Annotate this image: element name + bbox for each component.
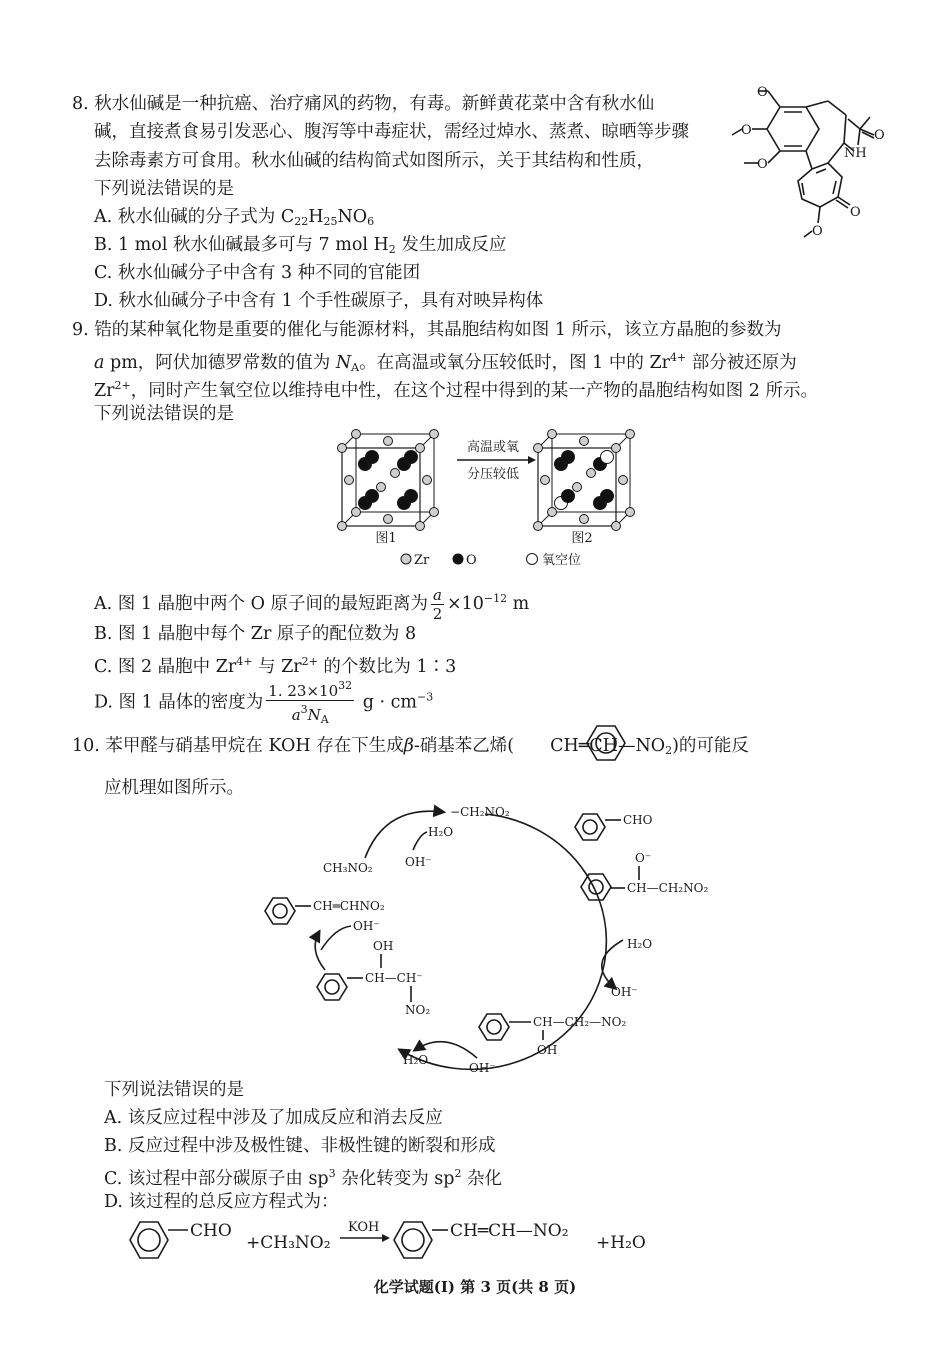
water-label-3: H₂O — [403, 1053, 429, 1067]
hydroxide-1: OH⁻ — [405, 855, 432, 869]
nitrostyrene-chain: CH═CHNO₂ — [313, 899, 385, 913]
cell1-zr-atom-7 — [430, 508, 439, 517]
amide-o-label: O — [874, 128, 885, 143]
eq-koh: KOH — [348, 1220, 380, 1235]
cell2-zr-atom-12 — [541, 476, 550, 485]
cell1-oxygen-1 — [366, 451, 379, 464]
hydroxide-4: OH⁻ — [353, 919, 380, 933]
eq-water: +H₂O — [596, 1233, 646, 1253]
cell1-zr-atom-4 — [416, 444, 425, 453]
cell2-oxygen-7 — [601, 490, 614, 503]
colchicine-structure — [720, 85, 900, 245]
hydroxide-2: OH⁻ — [611, 985, 638, 999]
crystal-cells-figure — [330, 428, 650, 578]
q9-stem-line3: $Zr^{2+}$，同时产生氧空位以维持电中性，在这个过程中得到的某一产物的晶胞结构如图 2 所示。 — [94, 379, 819, 401]
arrow-label-bottom: 分压较低 — [466, 467, 520, 482]
cell2-zr-atom-1 — [548, 430, 557, 439]
cell1-zr-atom-10 — [384, 437, 393, 446]
methoxy-o-2: O — [741, 123, 752, 138]
cell1-zr-atom-13 — [423, 476, 432, 485]
benzaldehyde-cho: CHO — [623, 813, 653, 827]
nitroalcohol-chain: CH—CH₂—NO₂ — [533, 1015, 627, 1029]
eq-nitrostyrene-chain: CH═CH—NO₂ — [450, 1221, 569, 1241]
q10-option-c: C. 该过程中部分碳原子由 $sp^3$ 杂化转变为 $sp^2$ 杂化 — [104, 1167, 503, 1189]
ketone-o-label: O — [850, 205, 861, 220]
methoxy-o-3: O — [757, 157, 768, 172]
q8-option-c: C. 秋水仙碱分子中含有 3 种不同的官能团 — [94, 263, 421, 283]
methoxy-o-4: O — [812, 224, 823, 239]
q8-option-d: D. 秋水仙碱分子中含有 1 个手性碳原子，具有对映异构体 — [94, 291, 544, 311]
nh-label: NH — [844, 146, 867, 161]
eq-cho: CHO — [190, 1221, 232, 1241]
cell1-zr-atom-0 — [338, 444, 347, 453]
q9-option-b: B. 图 1 晶胞中每个 Zr 原子的配位数为 8 — [94, 624, 417, 644]
q9-stem-line1: 9. 锆的某种氧化物是重要的催化与能源材料，其晶胞结构如图 1 所示，该立方晶胞的参数为 — [72, 320, 782, 340]
q10-stem-line2: 应机理如图所示。 — [104, 778, 244, 798]
cell2-zr-atom-0 — [534, 444, 543, 453]
eq-nitromethane: +CH₃NO₂ — [246, 1233, 331, 1253]
cell2-oxygen-1 — [562, 451, 575, 464]
q9-option-d: D. 图 1 晶体的密度为 $\frac{1. 23\times 10^{32}}{a^3N_A}$ $g \cdot cm^{-3}$ — [94, 679, 434, 726]
fig1-caption: 图1 — [375, 531, 397, 546]
q8-stem-line4: 下列说法错误的是 — [94, 179, 234, 199]
q8-option-a: A. 秋水仙碱的分子式为 $C_{22}H_{25}NO_6$ — [94, 207, 375, 228]
cell1-zr-atom-8 — [377, 483, 386, 492]
cell1-zr-atom-9 — [391, 469, 400, 478]
cell1-oxygen-7 — [405, 490, 418, 503]
nitroalcohol-oh: OH — [537, 1043, 558, 1057]
cell1-oxygen-5 — [405, 451, 418, 464]
q8-stem-line1: 8. 秋水仙碱是一种抗癌、治疗痛风的药物，有毒。新鲜黄花菜中含有秋水仙 — [72, 94, 655, 114]
q9-stem-line2: a pm，阿伏加德罗常数的值为 $N_A$。在高温或氧分压较低时，图 1 中的 $Zr^{4+}$ 部分被还原为 — [94, 351, 797, 374]
alkoxide-chain: CH—CH₂NO₂ — [627, 881, 709, 895]
cell2-zr-atom-4 — [612, 444, 621, 453]
reaction-mechanism — [255, 800, 725, 1080]
methoxy-o-1: O — [757, 85, 768, 100]
nitromethane: CH₃NO₂ — [323, 861, 373, 875]
cell2-zr-atom-5 — [626, 430, 635, 439]
cell1-zr-atom-6 — [416, 522, 425, 531]
arrow-label-top: 高温或氧 — [466, 440, 520, 455]
overall-equation — [126, 1214, 686, 1266]
legend-o: O — [466, 553, 477, 568]
cell2-zr-atom-8 — [573, 483, 582, 492]
q9-option-a: A. 图 1 晶胞中两个 O 原子间的最短距离为 $\frac{a}{2}$ $\times 10^{-12}$ m — [94, 586, 530, 623]
cell1-zr-atom-11 — [384, 515, 393, 524]
q8-stem-line2: 碱，直接煮食易引发恶心、腹泻等中毒症状，需经过焯水、蒸煮、晾晒等步骤 — [94, 122, 689, 142]
nitrostyrene-benzene-ring — [583, 722, 633, 766]
q10-prompt: 下列说法错误的是 — [104, 1080, 244, 1100]
cell1-zr-atom-3 — [352, 508, 361, 517]
cell1-zr-atom-2 — [338, 522, 347, 531]
water-label-2: H₂O — [627, 937, 653, 951]
cell1-oxygen-3 — [366, 490, 379, 503]
nitromethyl-anion: −CH₂NO₂ — [450, 805, 510, 819]
cell2-zr-atom-7 — [626, 508, 635, 517]
cell1-zr-atom-12 — [345, 476, 354, 485]
cell2-zr-atom-3 — [548, 508, 557, 517]
q8-stem-line3: 去除毒素方可食用。秋水仙碱的结构简式如图所示，关于其结构和性质， — [94, 151, 654, 171]
cell2-zr-atom-9 — [587, 469, 596, 478]
cell1-zr-atom-5 — [430, 430, 439, 439]
cell2-zr-atom-13 — [619, 476, 628, 485]
legend-oxygen-vacancy: 氧空位 — [542, 553, 582, 568]
carbanion-chain: CH—CH⁻ — [365, 971, 423, 985]
carbanion-oh: OH — [373, 939, 394, 953]
alkoxide-o: O⁻ — [635, 851, 652, 865]
page-footer: 化学试题(I) 第 3 页(共 8 页) — [373, 1278, 577, 1296]
cell1-zr-atom-1 — [352, 430, 361, 439]
cell2-oxygen-3 — [562, 490, 575, 503]
cell2-zr-atom-11 — [580, 515, 589, 524]
q10-stem-line1: 10. 苯甲醛与硝基甲烷在 KOH 存在下生成β-硝基苯乙烯( $CH═CH—NO_2$)的可能反 — [72, 736, 749, 757]
q9-stem-line4: 下列说法错误的是 — [94, 404, 234, 424]
cell2-zr-atom-2 — [534, 522, 543, 531]
q8-option-b: B. 1 mol 秋水仙碱最多可与 7 mol $H_2$ 发生加成反应 — [94, 235, 507, 256]
cell2-zr-atom-10 — [580, 437, 589, 446]
q9-option-c: C. 图 2 晶胞中 $Zr^{4+}$ 与 $Zr^{2+}$ 的个数比为 1∶3 — [94, 655, 457, 677]
hydroxide-3: OH⁻ — [469, 1061, 496, 1075]
q10-option-b: B. 反应过程中涉及极性键、非极性键的断裂和形成 — [104, 1136, 496, 1156]
legend-zr: Zr — [414, 553, 430, 568]
q10-option-a: A. 该反应过程中涉及了加成反应和消去反应 — [104, 1108, 443, 1128]
carbanion-no2: NO₂ — [405, 1003, 431, 1017]
water-label-1: H₂O — [428, 825, 454, 839]
cell2-zr-atom-6 — [612, 522, 621, 531]
fig2-caption: 图2 — [571, 531, 593, 546]
q10-option-d: D. 该过程的总反应方程式为： — [104, 1192, 339, 1212]
cell2-oxygen-vacancy-5 — [601, 451, 614, 464]
